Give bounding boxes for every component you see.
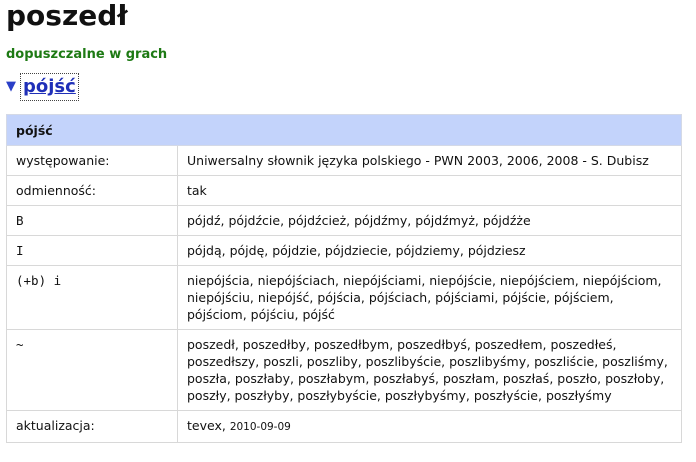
table-row-inflection [7,176,682,206]
row-value: tak [178,176,682,206]
entry-title: poszedł [6,0,128,32]
table-header-lemma: pójść [7,115,682,146]
update-separator: , [221,418,230,433]
row-label: aktualizacja: [7,411,178,443]
row-value: poszedł, poszedłby, poszedłbym, poszedłbyś, poszedłem, poszedłeś, poszedłszy, poszli, poszliby, poszlibyście, poszlibyśmy, poszliście, poszliśmy, poszła, poszłaby, poszłabym, poszłabyś, poszłam, poszłaś, poszło, poszłoby, poszły, poszłyby, poszłybyście, poszłybyśmy, poszłyście, poszłyśmy [178,330,682,411]
row-value: Uniwersalny słownik języka polskiego - PWN 2003, 2006, 2008 - S. Dubisz [178,146,682,176]
table-row-occurrence [7,146,682,176]
lemma-link[interactable]: pójść [23,76,76,97]
table-header-row [7,115,682,146]
table-row-tilde [7,330,682,411]
row-value-update [178,411,682,443]
row-value: niepójścia, niepójściach, niepójściami, niepójście, niepójściem, niepójściom, niepójściu, niepójść, pójścia, pójściach, pójściami, pójście, pójściem, pójściom, pójściu, pójść [178,266,682,330]
game-validity-status: dopuszczalne w grach [6,47,168,62]
update-date: 2010-09-09 [229,421,291,433]
table-row-b [7,206,682,236]
row-label: I [7,236,178,266]
lemma-details-table [6,114,682,443]
table-row-plus-b-i [7,266,682,330]
table-row-i [7,236,682,266]
update-user: tevex [187,418,222,433]
triangle-down-icon[interactable]: ▼ [6,79,16,94]
row-value: pójdą, pójdę, pójdzie, pójdziecie, pójdziemy, pójdziesz [178,236,682,266]
lemma-link-focus-outline [20,73,79,101]
row-label: ~ [7,330,178,411]
row-label: występowanie: [7,146,178,176]
lemma-section-header[interactable] [6,74,79,100]
row-label: odmienność: [7,176,178,206]
row-value: pójdź, pójdźcie, pójdźcież, pójdźmy, pójdźmyż, pójdźże [178,206,682,236]
table-row-update [7,411,682,443]
row-label: (+b) i [7,266,178,330]
row-label: B [7,206,178,236]
